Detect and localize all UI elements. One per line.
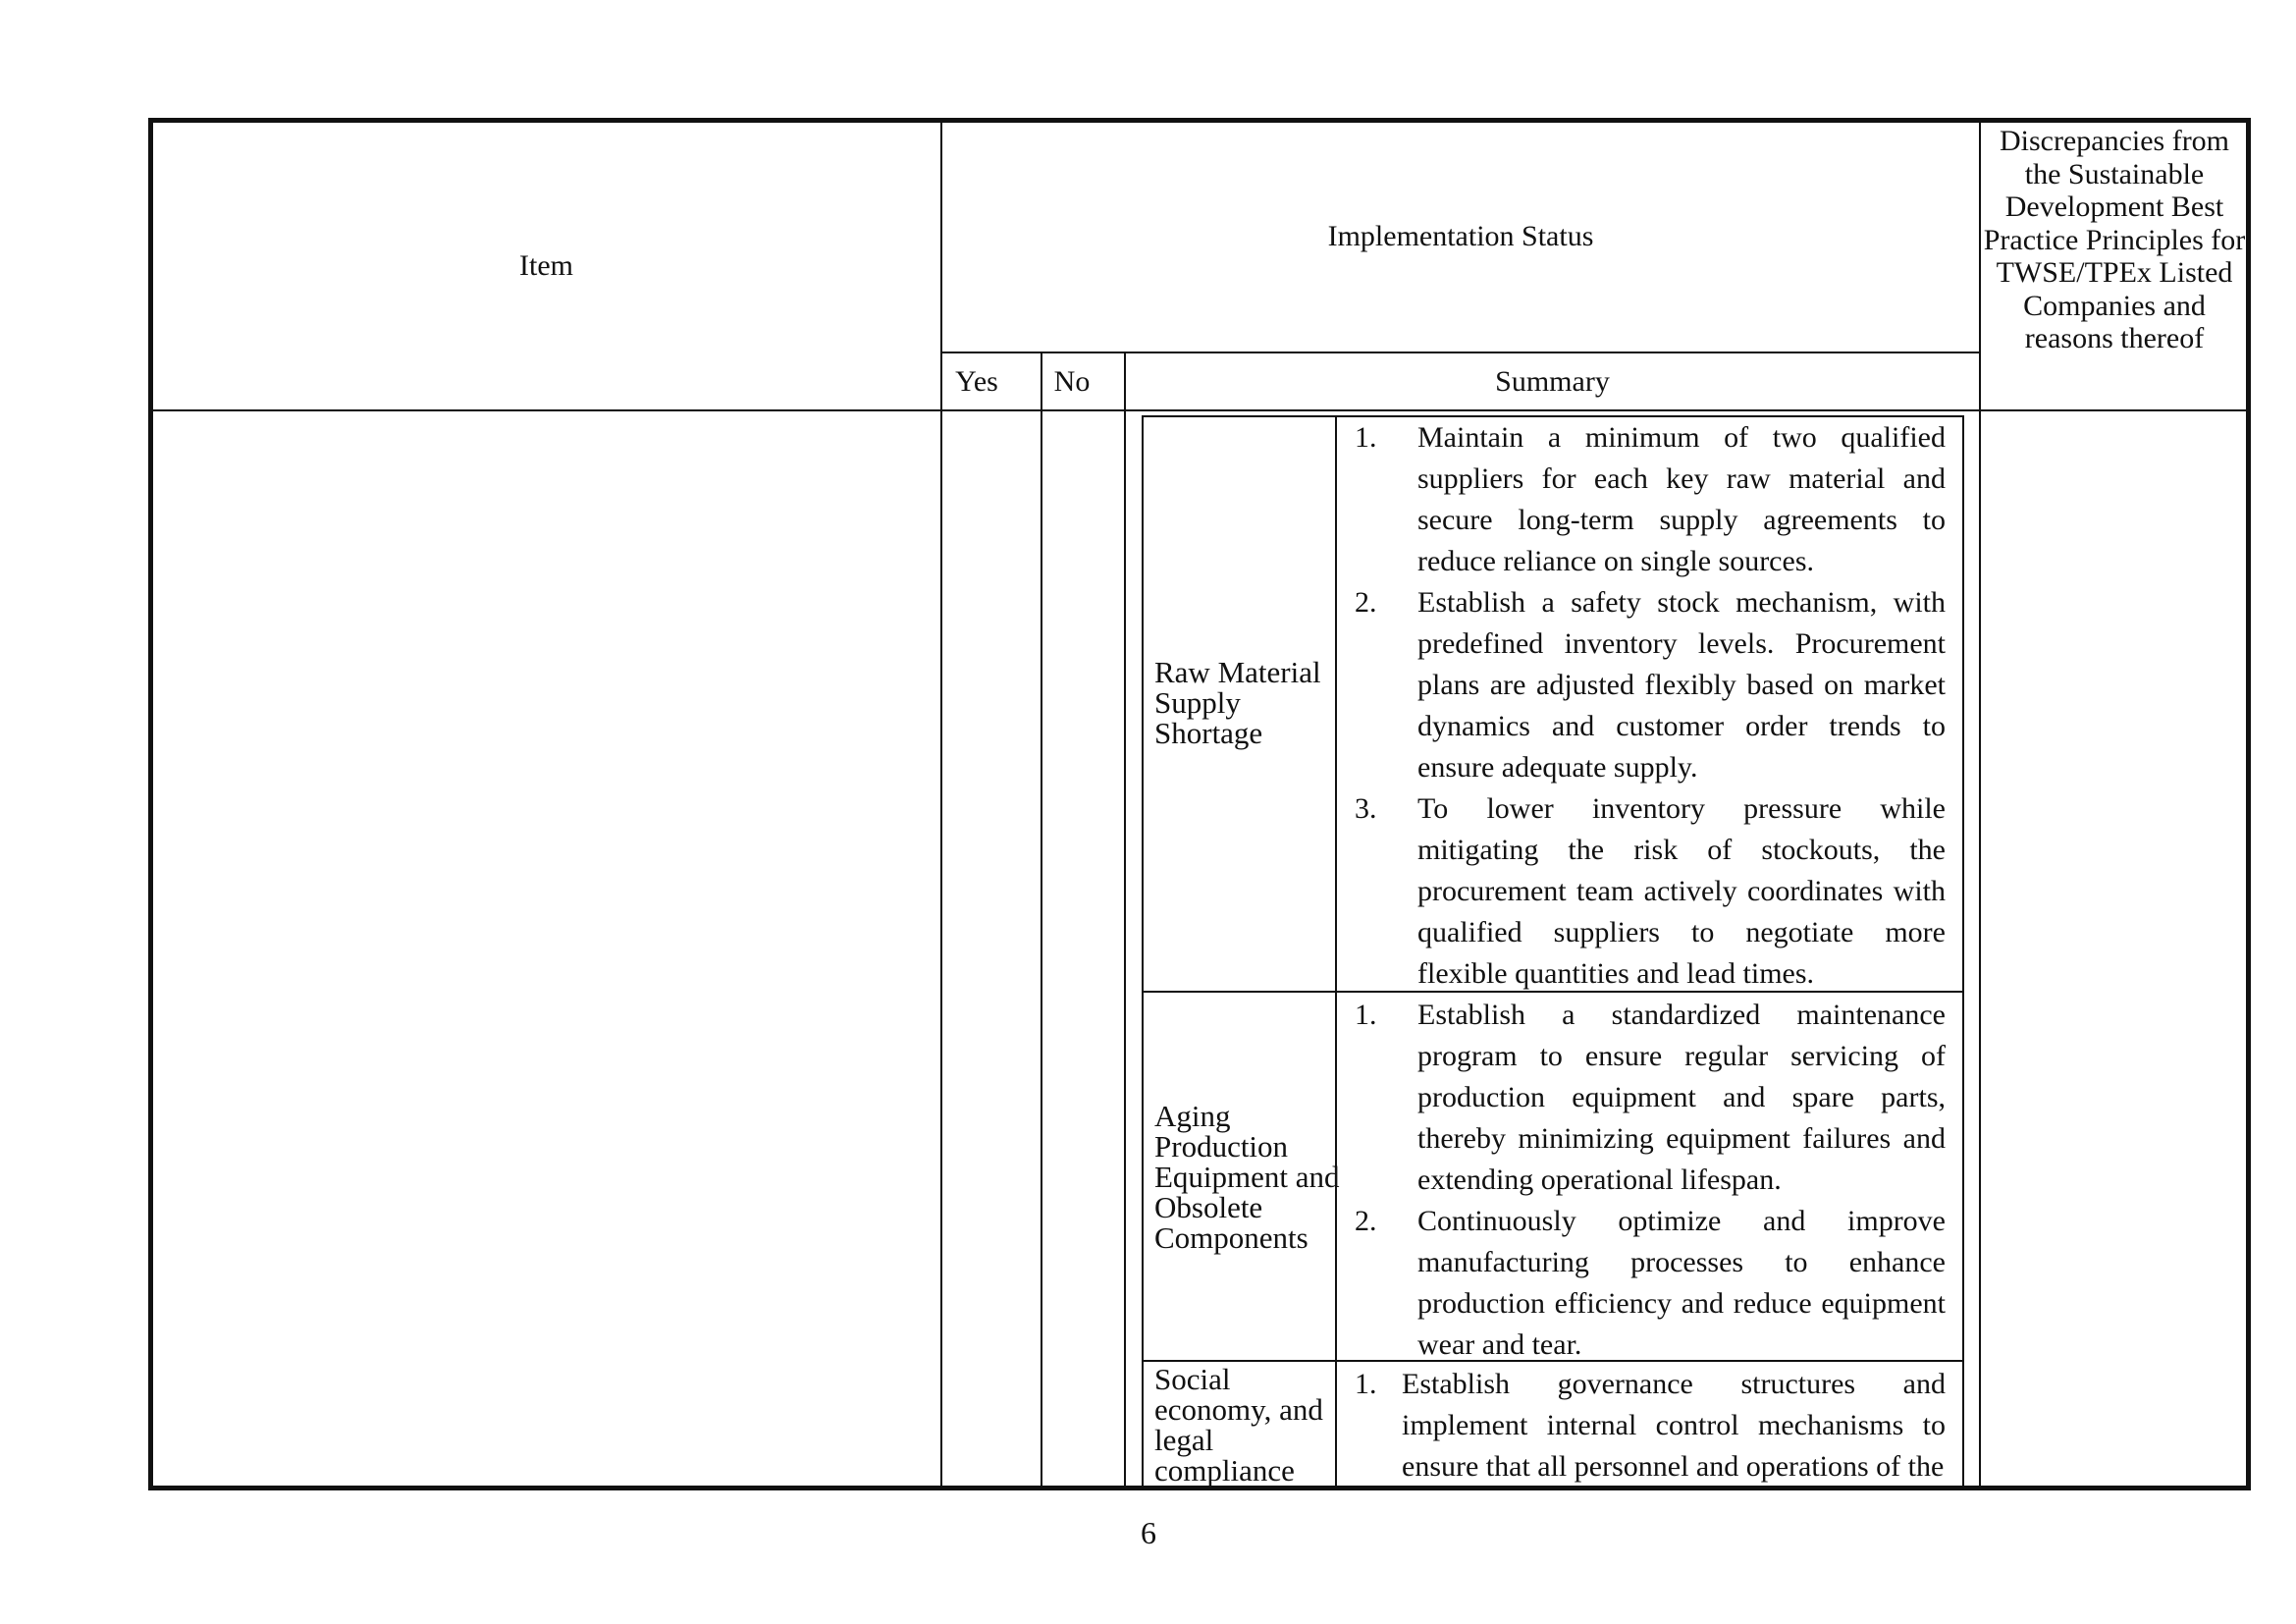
col-divider-item [940, 120, 942, 1489]
col-divider-yes [1041, 352, 1042, 1489]
list-item-text: Maintain a minimum of two qualified suppliers for each key raw material and secure long-term supply agreements to reduce reliance on single sources. [1417, 421, 1946, 577]
list-item-text: To lower inventory pressure while mitigating the risk of stockouts, the procurement team actively coordinates with qualified suppliers to negotiate more flexible quantities and lead times. [1417, 792, 1946, 990]
list-item-text: Establish a standardized maintenance program to ensure regular servicing of production equipment and spare parts, thereby minimizing equipment failures and extending operational lifespan. [1417, 999, 1946, 1196]
subtable-col-divider [1335, 415, 1337, 1489]
header-yes: Yes [955, 365, 998, 398]
list-number: 2. [1355, 1205, 1377, 1237]
col-divider-summary [1979, 120, 1981, 1489]
list-number: 3. [1355, 792, 1377, 825]
header-discrepancies: Discrepancies from the Sustainable Development Best Practice Principles for TWSE/TPEx Listed Companies and reasons thereof [1983, 125, 2246, 354]
list-item-text: Continuously optimize and improve manufacturing processes to enhance production efficiency and reduce equipment wear and tear. [1417, 1205, 1946, 1361]
header-item: Item [519, 249, 573, 282]
header-no: No [1053, 365, 1091, 398]
header-bottom-divider [151, 409, 2249, 411]
header-subrow-divider [940, 352, 1981, 353]
page-number: 6 [1141, 1515, 1156, 1550]
risk-category-label: Raw Material Supply Shortage [1154, 655, 1321, 750]
risk-category-label: Social economy, and legal compliance [1154, 1362, 1323, 1488]
col-divider-no [1124, 352, 1126, 1489]
risk-category-label: Aging Production Equipment and Obsolete Components [1154, 1099, 1340, 1255]
header-implementation-status: Implementation Status [1327, 220, 1594, 252]
list-number: 1. [1355, 1368, 1377, 1400]
list-number: 2. [1355, 586, 1377, 619]
list-number: 1. [1355, 421, 1377, 454]
list-item-text: Establish governance structures and implement internal control mechanisms to ensure that all personnel and operations of the [1402, 1368, 1946, 1483]
list-item-text: Establish a safety stock mechanism, with predefined inventory levels. Procurement plans are adjusted flexibly based on market dynamics and customer order trends to ensure adequate supply. [1417, 586, 1946, 784]
list-number: 1. [1355, 999, 1377, 1031]
header-summary: Summary [1495, 365, 1610, 398]
